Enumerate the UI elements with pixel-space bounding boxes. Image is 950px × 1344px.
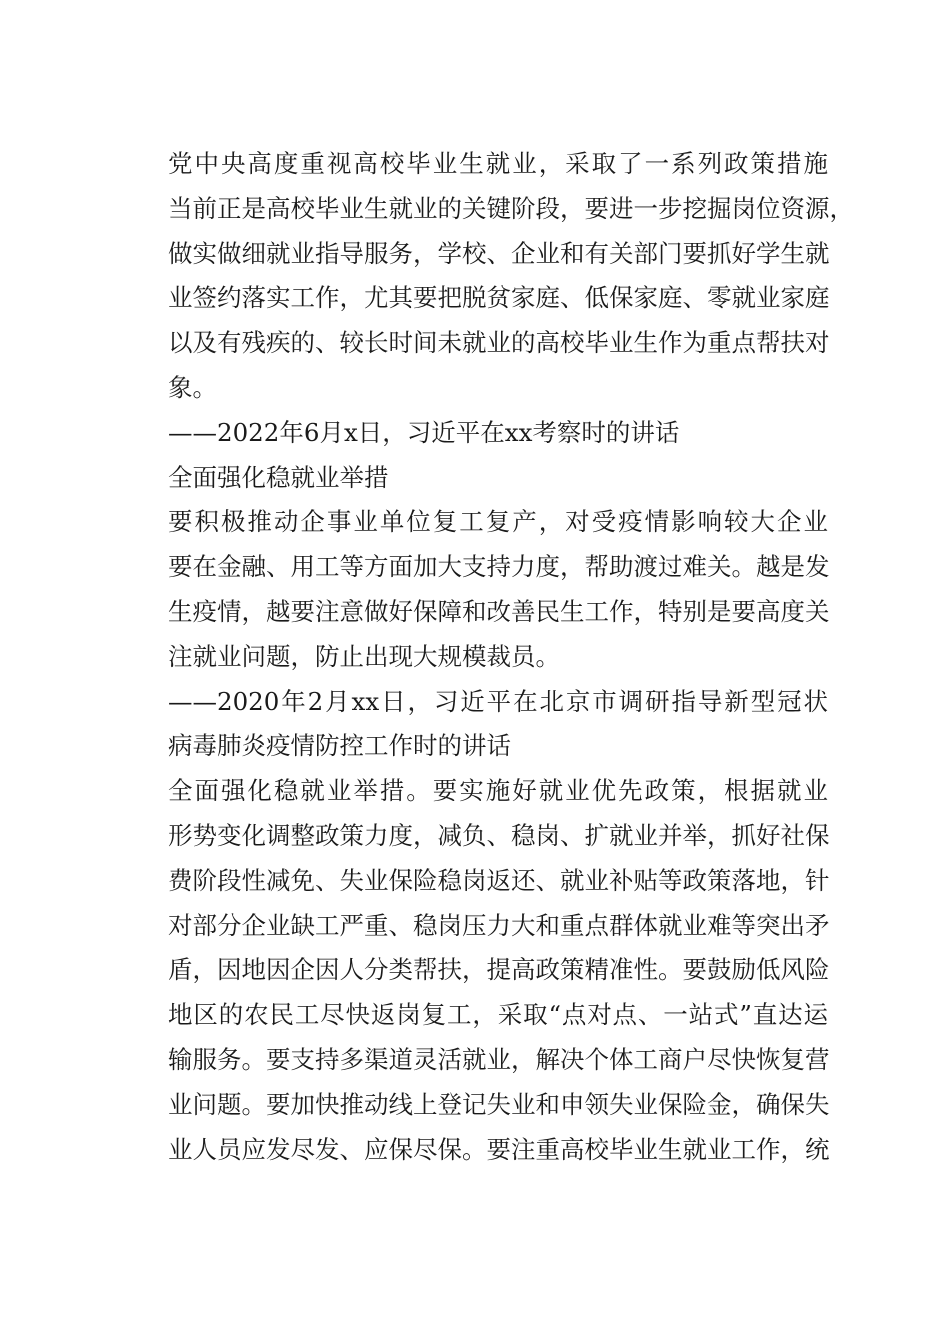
quote-attribution: ——2022年6月x日，习近平在xx考察时的讲话 bbox=[168, 417, 680, 447]
document-body bbox=[168, 142, 854, 1172]
text-line: 盾，因地因企因人分类帮扶，提高政策精准性。要鼓励低风险 bbox=[168, 955, 830, 985]
text-line: 当前正是高校毕业生就业的关键阶段，要进一步挖掘岗位资源， bbox=[168, 193, 854, 223]
text-line: 业问题。要加快推动线上登记失业和申领失业保险金，确保失 bbox=[168, 1089, 830, 1119]
section-heading: 全面强化稳就业举措 bbox=[168, 462, 389, 492]
text-line: 对部分企业缺工严重、稳岗压力大和重点群体就业难等突出矛 bbox=[168, 910, 830, 940]
text-line: 要在金融、用工等方面加大支持力度，帮助渡过难关。越是发 bbox=[168, 552, 830, 582]
text-line: 全面强化稳就业举措。要实施好就业优先政策，根据就业 bbox=[168, 776, 828, 806]
text-line: 生疫情，越要注意做好保障和改善民生工作，特别是要高度关 bbox=[168, 596, 830, 626]
text-line: 做实做细就业指导服务，学校、企业和有关部门要抓好学生就 bbox=[168, 238, 830, 268]
text-line: 费阶段性减免、失业保险稳岗返还、就业补贴等政策落地，针 bbox=[168, 865, 830, 895]
quote-attribution: 病毒肺炎疫情防控工作时的讲话 bbox=[168, 731, 511, 761]
text-line: 注就业问题，防止出现大规模裁员。 bbox=[168, 641, 560, 671]
text-line: 地区的农民工尽快返岗复工，采取“点对点、一站式”直达运 bbox=[168, 1000, 828, 1030]
quote-attribution: ——2020年2月xx日，习近平在北京市调研指导新型冠状 bbox=[168, 686, 828, 716]
text-line: 象。 bbox=[168, 372, 217, 402]
text-line: 业签约落实工作，尤其要把脱贫家庭、低保家庭、零就业家庭 bbox=[168, 283, 830, 313]
text-line: 业人员应发尽发、应保尽保。要注重高校毕业生就业工作，统 bbox=[168, 1134, 830, 1164]
text-line: 以及有残疾的、较长时间未就业的高校毕业生作为重点帮扶对 bbox=[168, 328, 830, 358]
text-line: 党中央高度重视高校毕业生就业，采取了一系列政策措施 bbox=[168, 149, 828, 178]
text-line: 要积极推动企事业单位复工复产，对受疫情影响较大企业 bbox=[168, 507, 828, 537]
text-line: 输服务。要支持多渠道灵活就业，解决个体工商户尽快恢复营 bbox=[168, 1044, 830, 1074]
text-line: 形势变化调整政策力度，减负、稳岗、扩就业并举，抓好社保 bbox=[168, 820, 830, 850]
